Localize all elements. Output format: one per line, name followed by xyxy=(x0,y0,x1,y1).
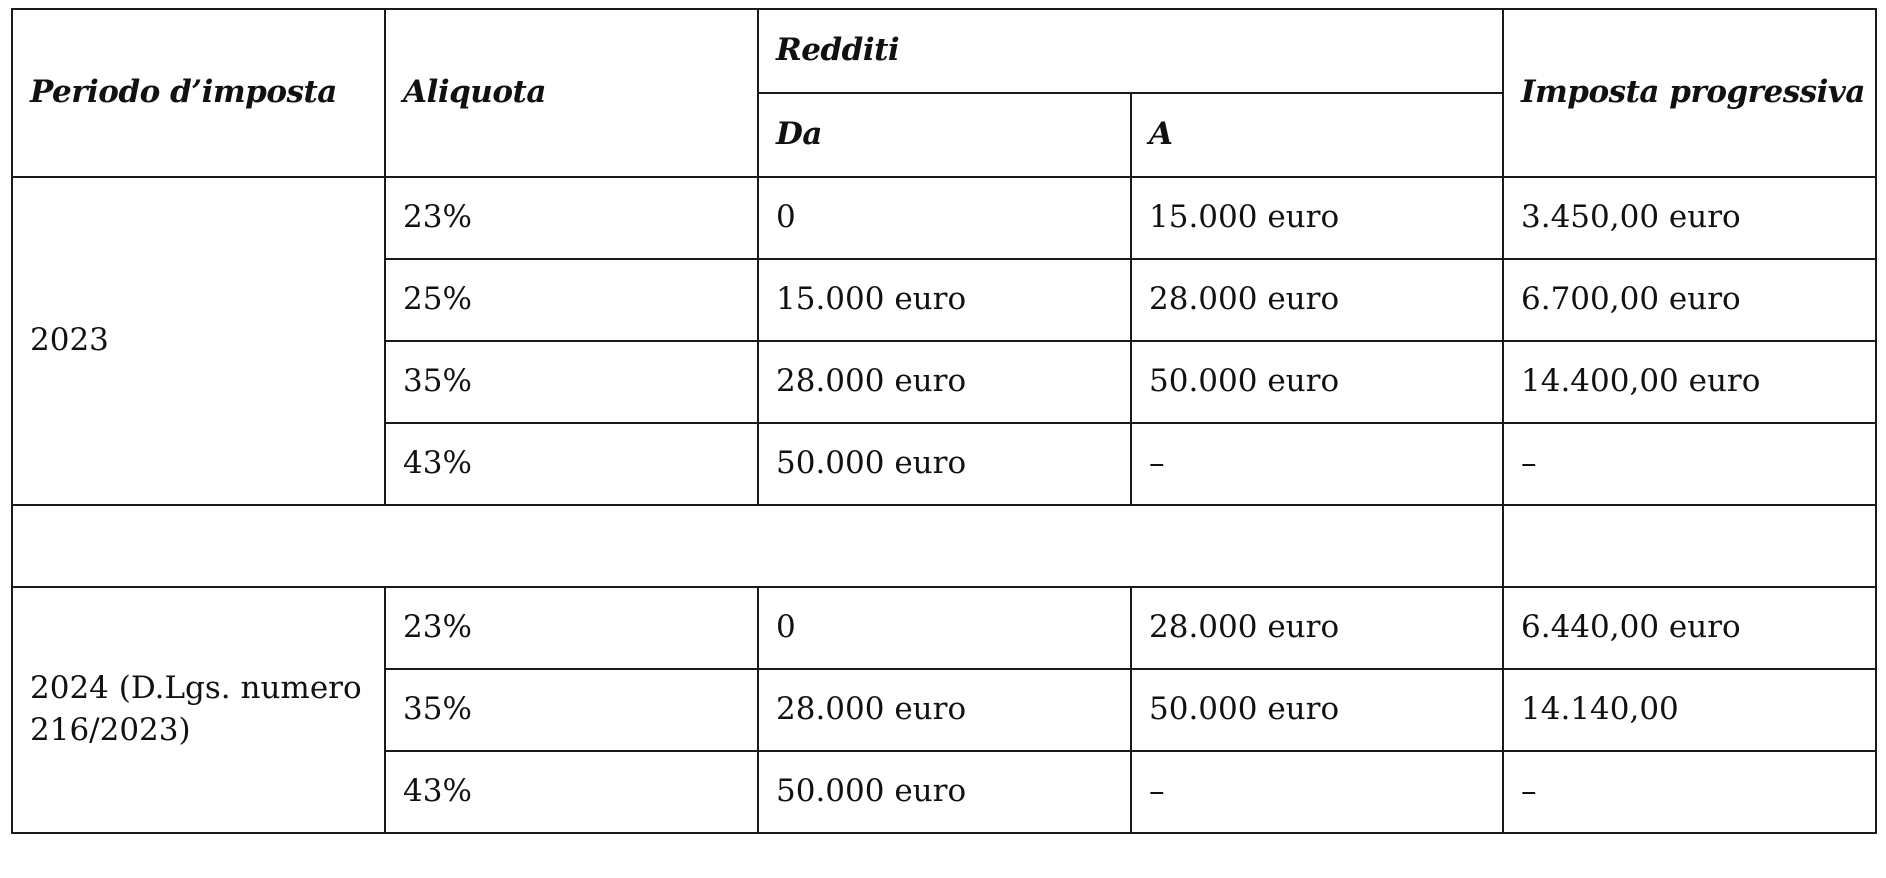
income-from-cell: 0 xyxy=(758,587,1131,669)
rate-cell: 43% xyxy=(385,751,758,833)
progressive-tax-cell: 3.450,00 euro xyxy=(1503,177,1876,259)
income-to-cell: 28.000 euro xyxy=(1131,259,1503,341)
progressive-tax-cell: – xyxy=(1503,423,1876,505)
rate-cell: 35% xyxy=(385,669,758,751)
income-to-cell: 15.000 euro xyxy=(1131,177,1503,259)
rate-cell: 43% xyxy=(385,423,758,505)
income-from-cell: 28.000 euro xyxy=(758,341,1131,423)
progressive-tax-cell: 14.400,00 euro xyxy=(1503,341,1876,423)
income-to-cell: – xyxy=(1131,751,1503,833)
income-from-cell: 0 xyxy=(758,177,1131,259)
header-progressive-tax: Imposta progressiva xyxy=(1503,9,1876,177)
income-from-cell: 50.000 euro xyxy=(758,751,1131,833)
header-income-to: A xyxy=(1131,93,1503,177)
header-rate: Aliquota xyxy=(385,9,758,177)
table-row xyxy=(12,177,1876,259)
progressive-tax-cell: 14.140,00 xyxy=(1503,669,1876,751)
rate-cell: 23% xyxy=(385,587,758,669)
progressive-tax-cell: 6.700,00 euro xyxy=(1503,259,1876,341)
progressive-tax-cell: 6.440,00 euro xyxy=(1503,587,1876,669)
rate-cell: 23% xyxy=(385,177,758,259)
income-to-cell: 50.000 euro xyxy=(1131,341,1503,423)
income-to-cell: 28.000 euro xyxy=(1131,587,1503,669)
table-body xyxy=(12,177,1876,833)
table-header xyxy=(12,9,1876,177)
rate-cell: 35% xyxy=(385,341,758,423)
income-from-cell: 50.000 euro xyxy=(758,423,1131,505)
income-to-cell: 50.000 euro xyxy=(1131,669,1503,751)
header-row-1 xyxy=(12,9,1876,93)
income-from-cell: 15.000 euro xyxy=(758,259,1131,341)
header-income: Redditi xyxy=(758,9,1503,93)
period-cell: 2024 (D.Lgs. numero 216/2023) xyxy=(12,587,385,833)
header-period: Periodo d’imposta xyxy=(12,9,385,177)
rate-cell: 25% xyxy=(385,259,758,341)
table-row xyxy=(12,587,1876,669)
income-from-cell: 28.000 euro xyxy=(758,669,1131,751)
separator-cell xyxy=(12,505,1503,587)
period-cell: 2023 xyxy=(12,177,385,505)
income-to-cell: – xyxy=(1131,423,1503,505)
progressive-tax-cell: – xyxy=(1503,751,1876,833)
separator-cell xyxy=(1503,505,1876,587)
header-income-from: Da xyxy=(758,93,1131,177)
irpef-rates-table xyxy=(11,8,1877,834)
separator-row xyxy=(12,505,1876,587)
